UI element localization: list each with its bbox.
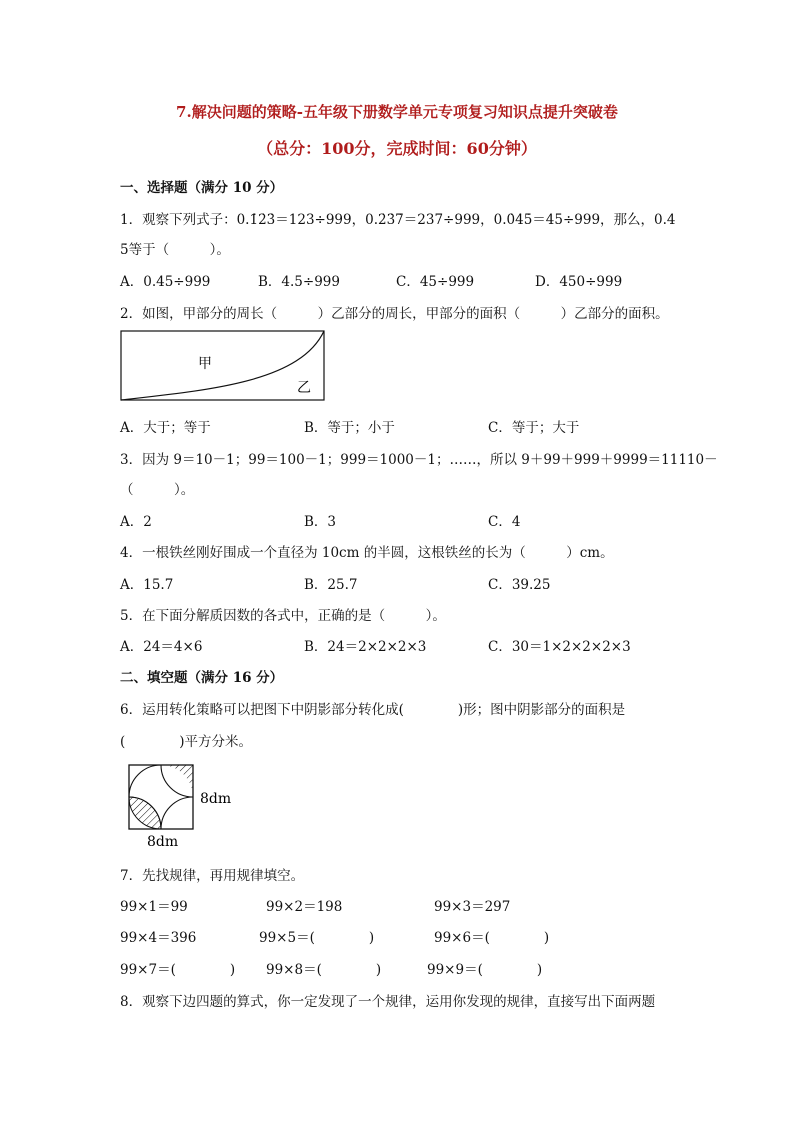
q2-figure [120,330,326,402]
q3-option-c[interactable]: C．4 [488,514,521,530]
q4-option-c[interactable]: C．39.25 [488,577,551,593]
q7-blank[interactable]: 99×8＝( ) [266,962,382,978]
question-4-text: 4．一根铁丝刚好围成一个直径为 10cm 的半圆，这根铁丝的长为（ ）cm。 [120,545,614,561]
question-1-line2: 5̇等于（ ）。 [120,242,230,258]
q6-side-label: 8dm [200,791,232,807]
section-heading-fill: 二、填空题（满分 16 分） [120,670,284,686]
question-6-line2: ( )平方分米。 [120,734,253,750]
q6-figure [120,760,240,852]
q5-option-c[interactable]: C．30＝1×2×2×2×3 [488,639,631,655]
q1-text-d: ＝45÷999，那么，0.4 [532,212,676,228]
q1-text-a: 1．观察下列式子：0. [120,212,250,228]
question-5-text: 5．在下面分解质因数的各式中，正确的是（ ）。 [120,608,446,624]
q6-bottom-label: 8dm [147,834,179,850]
q2-curve [121,331,324,400]
document-subtitle: （总分：100分，完成时间：60分钟） [257,139,537,158]
q2-option-c[interactable]: C．等于；大于 [488,420,580,436]
q4-option-b[interactable]: B．25.7 [304,577,358,593]
question-8-text: 8．观察下边四题的算式，你一定发现了一个规律，运用你发现的规律，直接写出下面两题 [120,994,656,1010]
q7-item: 99×2＝198 [266,899,343,915]
q5-option-a[interactable]: A．24＝4×6 [120,639,203,655]
q7-item: 99×4＝396 [120,930,197,946]
q7-blank[interactable]: 99×5＝( ) [259,930,375,946]
q4-option-a[interactable]: A．15.7 [120,577,174,593]
section-heading-choice: 一、选择题（满分 10 分） [120,180,284,196]
q7-blank[interactable]: 99×6＝( ) [434,930,550,946]
question-6-line1: 6．运用转化策略可以把图下中阴影部分转化成( )形；图中阴影部分的面积是 [120,702,626,718]
q7-item: 99×1＝99 [120,899,188,915]
question-1-line1 [120,208,676,228]
q1-repeating-123: 1̇2̇3̇ [249,212,276,228]
q1-option-d[interactable]: D．450÷999 [535,274,623,290]
q7-blank[interactable]: 99×7＝( ) [120,962,236,978]
q6-arc-right [161,797,193,829]
question-2-text: 2．如图，甲部分的周长（ ）乙部分的周长，甲部分的面积（ ）乙部分的面积。 [120,306,669,322]
q2-option-b[interactable]: B．等于；小于 [304,420,395,436]
q1-repeating-237: 2̇3̇7̇ [378,212,404,228]
question-3-line1: 3．因为 9＝10－1；99＝100－1；999＝1000－1；……，所以 9＋99＋999＋9999＝11110－ [120,452,718,468]
q3-option-a[interactable]: A．2 [120,514,152,530]
q5-option-b[interactable]: B．24＝2×2×2×3 [304,639,427,655]
q1-option-a[interactable]: A．0.45÷999 [120,274,211,290]
q2-option-a[interactable]: A．大于；等于 [120,420,211,436]
question-7-text: 7．先找规律，再用规律填空。 [120,868,305,884]
q2-label-jia: 甲 [198,356,212,372]
document-title: 7.解决问题的策略-五年级下册数学单元专项复习知识点提升突破卷 [176,103,618,121]
q7-blank[interactable]: 99×9＝( ) [427,962,543,978]
q6-arc-upper-left [129,765,161,797]
q1-text-b: ＝123÷999，0. [275,212,378,228]
q1-text-c: ＝237÷999，0. [403,212,507,228]
q3-option-b[interactable]: B．3 [304,514,337,530]
q1-option-c[interactable]: C．45÷999 [396,274,475,290]
q2-rectangle [121,331,324,400]
q2-label-yi: 乙 [297,380,311,396]
q7-item: 99×3＝297 [434,899,511,915]
question-3-line2: （ ）。 [120,482,195,498]
q1-repeating-045: 0̇4̇5̇ [506,212,533,228]
q1-option-b[interactable]: B．4.5÷999 [258,274,340,290]
